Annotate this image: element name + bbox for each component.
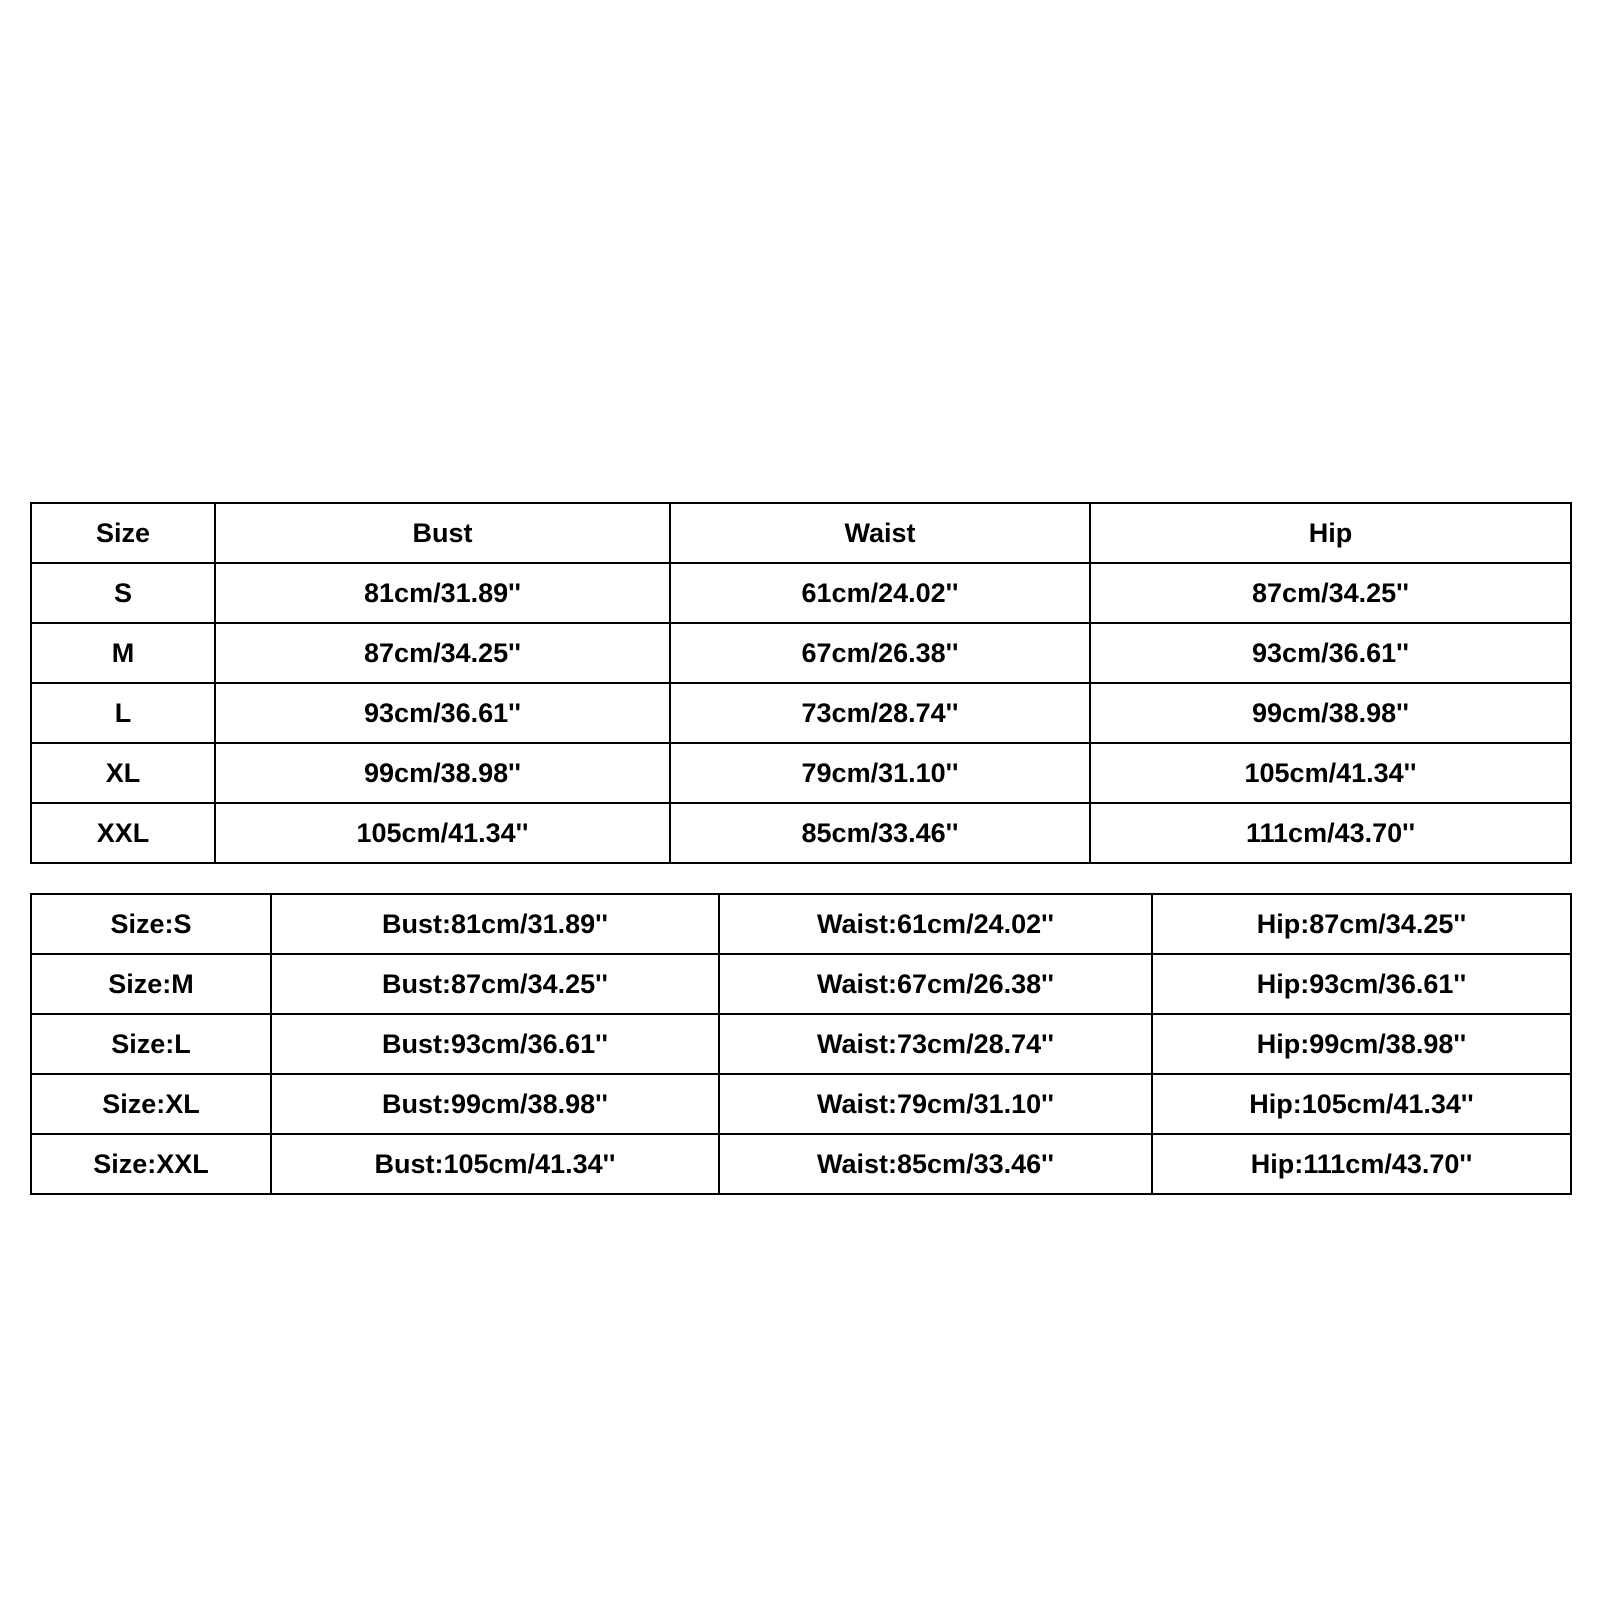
- header-hip: Hip: [1090, 503, 1571, 563]
- size-cell: Size:L: [31, 1014, 271, 1074]
- table-row: [31, 563, 1571, 623]
- bust-cell: 81cm/31.89'': [215, 563, 670, 623]
- table-row: [31, 623, 1571, 683]
- waist-cell: Waist:61cm/24.02'': [719, 894, 1152, 954]
- table-row: [31, 954, 1571, 1014]
- waist-cell: 67cm/26.38'': [670, 623, 1090, 683]
- hip-cell: 99cm/38.98'': [1090, 683, 1571, 743]
- table-row: [31, 1074, 1571, 1134]
- hip-cell: 93cm/36.61'': [1090, 623, 1571, 683]
- bust-cell: Bust:105cm/41.34'': [271, 1134, 719, 1194]
- table-row: [31, 683, 1571, 743]
- size-cell: XXL: [31, 803, 215, 863]
- size-cell: XL: [31, 743, 215, 803]
- bust-cell: 99cm/38.98'': [215, 743, 670, 803]
- waist-cell: 61cm/24.02'': [670, 563, 1090, 623]
- size-cell: Size:M: [31, 954, 271, 1014]
- header-bust: Bust: [215, 503, 670, 563]
- table-row: [31, 1134, 1571, 1194]
- hip-cell: Hip:111cm/43.70'': [1152, 1134, 1571, 1194]
- header-size: Size: [31, 503, 215, 563]
- bust-cell: Bust:87cm/34.25'': [271, 954, 719, 1014]
- size-cell: M: [31, 623, 215, 683]
- hip-cell: 105cm/41.34'': [1090, 743, 1571, 803]
- size-cell: Size:XL: [31, 1074, 271, 1134]
- hip-cell: Hip:105cm/41.34'': [1152, 1074, 1571, 1134]
- table-row: [31, 894, 1571, 954]
- header-waist: Waist: [670, 503, 1090, 563]
- waist-cell: Waist:73cm/28.74'': [719, 1014, 1152, 1074]
- waist-cell: 85cm/33.46'': [670, 803, 1090, 863]
- size-cell: Size:S: [31, 894, 271, 954]
- hip-cell: Hip:87cm/34.25'': [1152, 894, 1571, 954]
- waist-cell: Waist:67cm/26.38'': [719, 954, 1152, 1014]
- waist-cell: Waist:85cm/33.46'': [719, 1134, 1152, 1194]
- bust-cell: Bust:93cm/36.61'': [271, 1014, 719, 1074]
- waist-cell: 73cm/28.74'': [670, 683, 1090, 743]
- bust-cell: 87cm/34.25'': [215, 623, 670, 683]
- size-cell: L: [31, 683, 215, 743]
- table-row: [31, 1014, 1571, 1074]
- bust-cell: 105cm/41.34'': [215, 803, 670, 863]
- hip-cell: Hip:93cm/36.61'': [1152, 954, 1571, 1014]
- waist-cell: 79cm/31.10'': [670, 743, 1090, 803]
- hip-cell: 111cm/43.70'': [1090, 803, 1571, 863]
- hip-cell: 87cm/34.25'': [1090, 563, 1571, 623]
- table-row: [31, 743, 1571, 803]
- size-detail-table: [30, 893, 1572, 1195]
- hip-cell: Hip:99cm/38.98'': [1152, 1014, 1571, 1074]
- bust-cell: Bust:81cm/31.89'': [271, 894, 719, 954]
- bust-cell: 93cm/36.61'': [215, 683, 670, 743]
- bust-cell: Bust:99cm/38.98'': [271, 1074, 719, 1134]
- waist-cell: Waist:79cm/31.10'': [719, 1074, 1152, 1134]
- size-cell: S: [31, 563, 215, 623]
- size-cell: Size:XXL: [31, 1134, 271, 1194]
- table-row: [31, 803, 1571, 863]
- table-header-row: [31, 503, 1571, 563]
- size-chart-table: [30, 502, 1572, 864]
